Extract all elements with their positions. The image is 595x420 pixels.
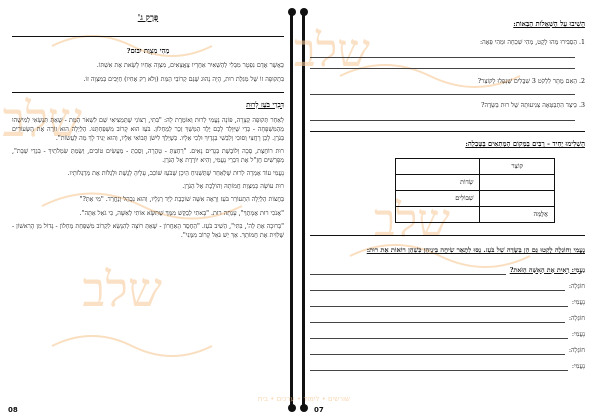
binding-dot <box>300 404 308 412</box>
body-paragraph: נָעֳמִי עוֹד אָמְרָה לְרוּת שֶׁלְּאַחַר שֶׁתַּשְׁגִּיחַ הֵיכָן שֶׁבֹּעַז שׁוֹכֵב, עָלֶיהָ לָגֶשֶׁת וּלְגַלּוֹת אֶת מַרְגְּלוֹתָיו. <box>67 170 284 178</box>
intro-text <box>12 61 284 83</box>
questions-title: הָשִׁיבוּ עַל הַשְּׁאֵלוֹת הַבָּאוֹת: <box>513 20 585 28</box>
right-page-number: 07 <box>314 406 324 414</box>
section-rule <box>310 235 585 236</box>
dialog-answer-line[interactable] <box>310 364 568 371</box>
singular-plural-table <box>395 158 555 223</box>
body-paragraph: "אָנֹכִי רוּת אֲמָתֶךָ", עָנְתָה רוּת. "בָּאתִי לְבַקֵּשׁ מִמְּךָ שֶׁתִּשָּׂא אוֹתִי לְאִשָּׁה, כִּי גֹאֵל אַתָּה". <box>79 209 284 217</box>
dialog-row <box>310 314 585 323</box>
dialog-speaker: נָעֳמִי: <box>571 331 585 339</box>
table-instruction: הַשְׁלִימוּ יָחִיד - רַבִּים בַּמָּקוֹם הַמַּתְאִים בַּטַּבְלָה: <box>465 140 585 149</box>
dialog-answer-line[interactable] <box>310 316 565 323</box>
dialog-answer-line[interactable] <box>310 348 565 355</box>
table-row <box>396 207 555 223</box>
section-heading: מַהִי מִצְוַת יִבּוּם? <box>126 46 170 55</box>
chapter-title: פֶּרֶק ג' <box>137 12 159 22</box>
dialog-speaker: חוֹגְלָה: <box>568 282 585 290</box>
table-empty-cell[interactable] <box>480 191 555 207</box>
table-cell: אֲלֻמָּה <box>480 207 555 223</box>
table-row <box>396 159 555 175</box>
dialog-answer-line[interactable] <box>310 268 506 275</box>
table-row <box>396 175 555 191</box>
watermark-brand-2: שלב <box>373 193 450 247</box>
question-text: 1. הַסְבִּירוּ מַהוּ לֶקֶט, מַהִי שִׁכְחָה וּמַהִי פֵּאָה: <box>479 38 585 46</box>
question-text: 3. כֵּיצַד הִתְבַּטְּאָה צְנִיעוּתָהּ שֶׁל רוּת בַּשָּׂדֶה? <box>481 102 585 110</box>
dialog-row <box>310 346 585 355</box>
binding-line-right <box>302 12 305 408</box>
dialog-row <box>310 298 585 307</box>
body-paragraph: רוּת עוֹשָׂה כְּמִצְוַת חֲמוֹתָהּ וְהוֹלֶכֶת אֶל הַגֹּרֶן. <box>182 183 284 191</box>
table-row <box>396 191 555 207</box>
watermark-brand-2: שלב <box>82 262 162 318</box>
binding-dot <box>288 8 296 16</box>
dialog-instruction: נָעֳמִי וְחוֹגְלָה לָקְטוּ גַּם הֵן בַּשָּׂדֶה שֶׁל בֹּעַז. נַסּוּ לְתָאֵר שִׂיחָה בֵּינֵיהֶן כְּשֶׁהֵן רוֹאוֹת אֶת רוּת: <box>366 246 585 255</box>
dialog-row <box>310 282 585 291</box>
body-paragraph: "בְּרוּכָה אַתְּ לַה', בִּתִּי", הֵשִׁיב בֹּעַז. "הַחֶסֶד הָאַחֲרוֹן - שֶׁאַתְּ רוֹצָה לְהִנָּשֵׂא לִקְרוֹב מִשְׁפַּחַת מַחְלוֹן - גָּדוֹל מִן הָרִאשׁוֹן - שֶׁלִּוִּית אֶת חֲמוֹתֵךְ. אַךְ יֵשׁ גֹּאֵל קָרוֹב מִמֶּנִּי". <box>12 222 284 239</box>
dialog-speaker: חוֹגְלָה: <box>568 314 585 322</box>
question-3 <box>310 101 585 121</box>
intro-paragraph: כַּאֲשֶׁר אָדָם נִפְטָר מִבְּלִי לְהַשְׁאִיר אַחֲרָיו צֶאֱצָאִים, מִצְוָה אָחִיו לָשֵׂאת אֶת אִשְׁתּוֹ. <box>96 62 284 70</box>
dialog-speaker: נָעֳמִי: רָאִית אֶת הָאִשָּׁה הַזֹּאת? <box>509 266 585 274</box>
dialog-row <box>310 362 585 371</box>
question-2 <box>310 77 585 95</box>
table-cell: שִׁבּוֹלִים <box>396 191 480 207</box>
table-empty-cell[interactable] <box>396 207 480 223</box>
binding-line-left <box>290 12 293 408</box>
body-paragraph: בַּחֲצוֹת הַלַּיְלָה הִתְעוֹרֵר בֹּעַז וְרָאָה אִשָּׁה שׁוֹכֶבֶת לְיַד רַגְלָיו, וְהוּא נִבְהַל וְנֶחֱרַד. "מִי אַתְּ?" <box>79 196 284 204</box>
answer-line[interactable] <box>310 120 575 121</box>
answer-line[interactable] <box>310 94 575 95</box>
watermark-tagline: שורשים • לימוד • ערכים • בית <box>257 395 350 403</box>
dialog-answer-line[interactable] <box>310 300 568 307</box>
answer-line[interactable] <box>310 57 575 58</box>
subheading: דִּבְרֵי בֹּעַז לְרוּת <box>246 100 284 109</box>
watermark-brand: שלב <box>2 92 82 148</box>
body-paragraph: לְאַחַר תְּקוּפַה קְצָרָה, פּוֹנָה נָעֳמִי לְרוּת וְאוֹמֶרֶת לָהּ: "בִּתִּי, רְצוֹנִי שֶׁתַּמְצִיאִי שֵׁם לִשְׁאֹר הַמֵּת - שֶׁאַתְּ תִּנָּשְׂאִי לְמִישֶׁהוּ מֵהַמִּשְׁפָּחָה - כְּדֵי שֶׁיִּוָּלֵד לָכֶם יֶלֶד הַמְּשַׁךְ זֵכֶר לְמַחְלוֹן. בֹּעַז הוּא קָרוֹב מִשְׁפַּחְתֵּנוּ. הַלַּיְלָה הוּא זוֹרֶה אֶת הַשְּׂעוֹרִים בַּגֹּרֶן. לָכֵן רָחֲצִי וְסוּכִי וְלִבְשִׁי בְּגָדַיִךְ וּלְכִי אֵלָיו. כְּשֶׁיֵּלֵךְ לִישֹׁן תָּבוֹאִי אֵלָיו, וְהוּא יַגִּיד לָךְ מַה לַּעֲשׂוֹת". <box>12 116 284 142</box>
binding-dot <box>300 8 308 16</box>
left-page <box>2 6 284 414</box>
dialog-speaker: חוֹגְלָה: <box>568 347 585 355</box>
dialog-lines <box>310 266 585 372</box>
title-rule <box>12 36 284 37</box>
question-text: 2. הַאִם מֻתָּר לִלְקֹט 3 שִׁבֳּלִים שֶׁנָּפְלוּ לַקּוֹצֵר? <box>477 77 585 85</box>
table-empty-cell[interactable] <box>480 175 555 191</box>
dialog-speaker: נָעֳמִי: <box>571 298 585 306</box>
table-empty-cell[interactable] <box>396 159 480 175</box>
intro-paragraph: בִּתְקוּפָה זוֹ שֶׁל מְגִלַּת רוּת, הָיָה נָהוּג שֶׁגַּם קְרוֹבֵי הַמֵּת (וְלֹא רַק אָחִיו) חַיָּבִים בְּמִצְוָה זוֹ. <box>83 75 284 83</box>
answer-line[interactable] <box>310 68 575 69</box>
question-1 <box>310 38 585 69</box>
section-rule <box>12 92 284 93</box>
body-text <box>12 116 284 240</box>
dialog-row <box>310 330 585 339</box>
section-rule <box>310 131 585 132</box>
body-paragraph: רוּת רוֹחֶצֶת, סָכָה וְלוֹבֶשֶׁת בְּגָדִים נָאִים. "רְחַצְתְּ - טָהֳרָה, וְסַכְתְּ - מַעֲשִׂים טוֹבִים, וְשַׂמְתְּ שִׂמְלֹתַיִךְ - בִּגְדֵי שַׁבָּת", מְפָרְשִׁים חֲזַ"ל אֶת דִּבְרֵי נָעֳמִי, וְהִיא יוֹרֶדֶת אֶל הַגֹּרֶן. <box>12 147 284 165</box>
table-cell: שָׂדוֹת <box>396 175 480 191</box>
watermark-brand: שלב <box>293 23 370 77</box>
table-header-cell: קוֹצֵר <box>480 159 555 175</box>
left-page-number: 08 <box>8 406 18 414</box>
dialog-answer-line[interactable] <box>310 284 565 291</box>
binding-dot <box>288 404 296 412</box>
dialog-answer-line[interactable] <box>310 332 568 339</box>
dialog-row <box>310 266 585 275</box>
dialog-speaker: נָעֳמִי: <box>571 363 585 371</box>
